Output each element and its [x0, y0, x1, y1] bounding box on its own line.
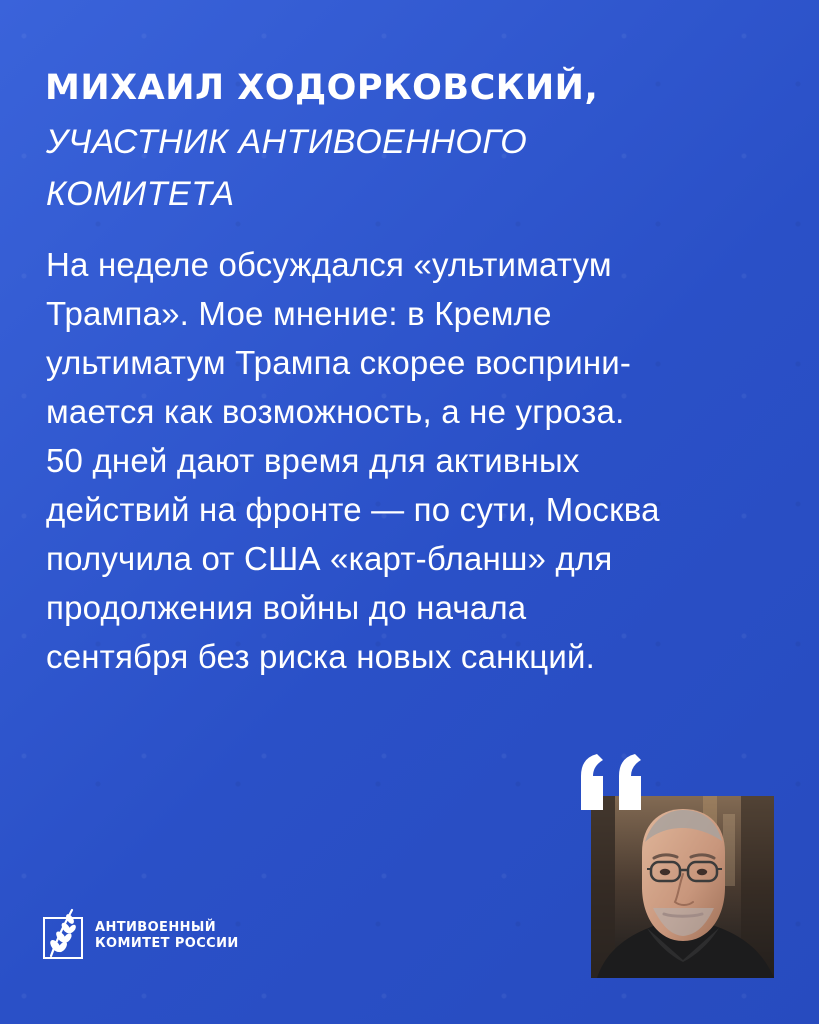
- speaker-role-line: УЧАСТНИК АНТИВОЕННОГО: [46, 123, 528, 161]
- quote-line: сентября без риска новых санкций.: [46, 638, 595, 675]
- quote-line: действий на фронте — по сути, Москва: [46, 491, 660, 528]
- quote-line: На неделе обсуждался «ультиматум: [46, 246, 612, 283]
- quote-line: мается как возможность, а не угроза.: [46, 393, 625, 430]
- portrait-photo: [591, 796, 774, 978]
- speaker-role: [46, 116, 666, 220]
- quote-line: Трампа». Мое мнение: в Кремле: [46, 295, 552, 332]
- quote-text: [46, 240, 786, 681]
- speaker-name: МИХАИЛ ХОДОРКОВСКИЙ,: [45, 68, 599, 108]
- wheat-ear-icon: [43, 906, 85, 960]
- quote-line: продолжения войны до начала: [46, 589, 527, 626]
- organization-name-line1: АНТИВОЕННЫЙ: [95, 920, 217, 935]
- organization-logo: [43, 906, 293, 961]
- organization-name: [95, 920, 239, 952]
- quote-line: 50 дней дают время для активных: [46, 442, 580, 479]
- quote-mark-icon: [579, 752, 653, 814]
- organization-name-line2: КОМИТЕТ РОССИИ: [95, 936, 239, 951]
- speaker-role-line: КОМИТЕТА: [46, 175, 235, 213]
- quote-line: получила от США «карт-бланш» для: [46, 540, 613, 577]
- quote-line: ультиматум Трампа скорее восприни-: [46, 344, 632, 381]
